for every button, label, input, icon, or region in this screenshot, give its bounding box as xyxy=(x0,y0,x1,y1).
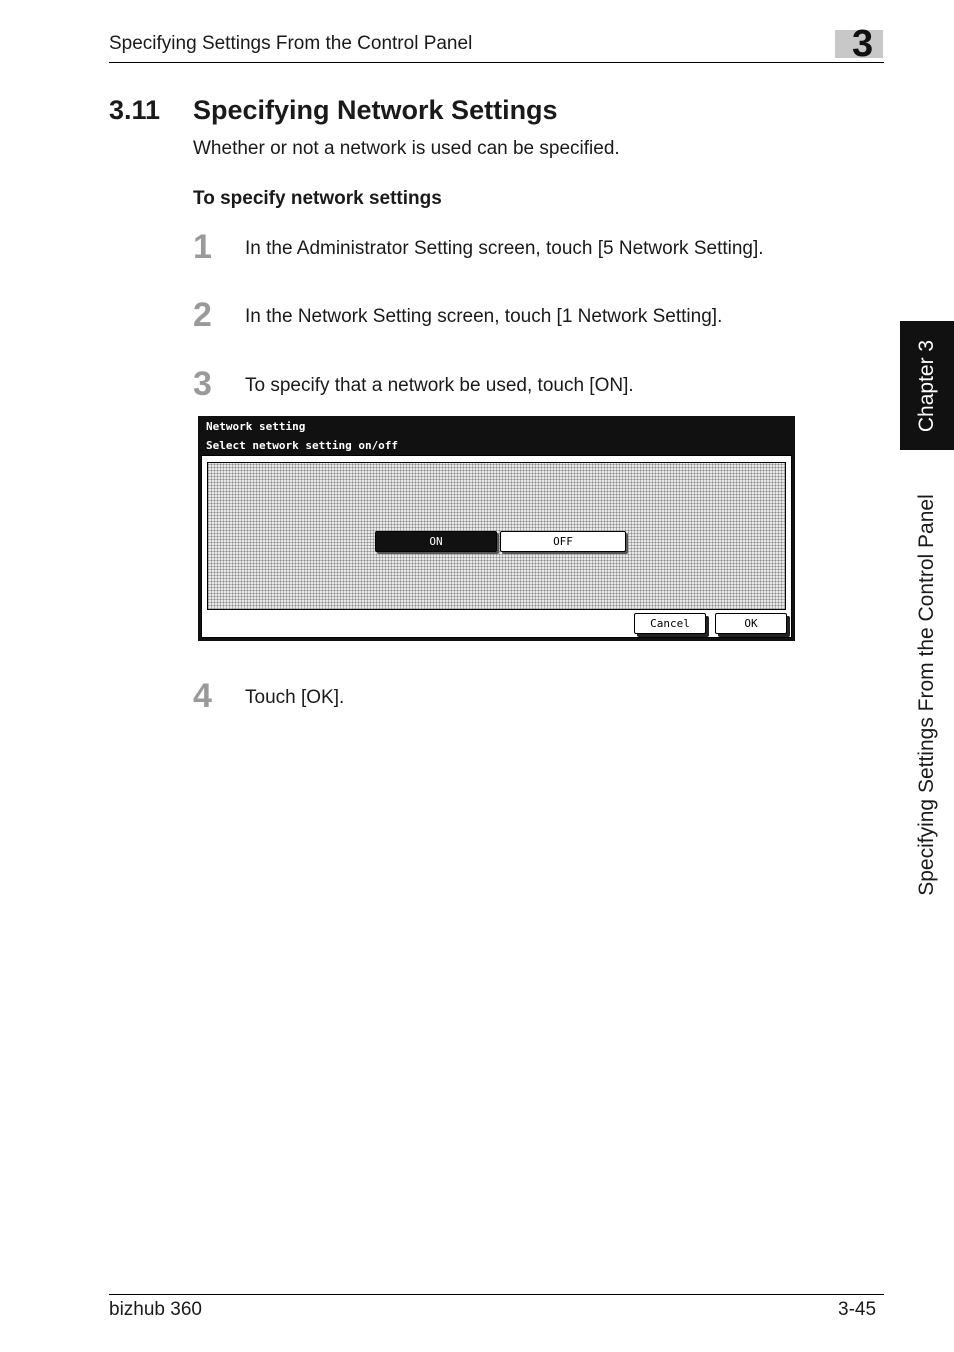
chapter-number: 3 xyxy=(852,23,874,65)
step-text-1: In the Administrator Setting screen, touch [5 Network Setting]. xyxy=(245,238,764,259)
ok-button[interactable]: OK xyxy=(715,613,787,634)
screen-instruction: Select network setting on/off xyxy=(206,439,399,452)
chapter-tab-text: Chapter 3 xyxy=(915,339,939,432)
off-button[interactable]: OFF xyxy=(500,531,626,552)
cancel-button[interactable]: Cancel xyxy=(634,613,706,634)
running-header: Specifying Settings From the Control Panel xyxy=(109,33,473,54)
step-number-1: 1 xyxy=(193,228,212,266)
screen-title: Network setting xyxy=(206,420,306,433)
side-title xyxy=(900,470,954,920)
header-rule xyxy=(109,62,884,63)
section-intro: Whether or not a network is used can be specified. xyxy=(193,138,620,159)
screen-body xyxy=(201,455,792,638)
on-button[interactable]: ON xyxy=(375,531,497,552)
footer-product: bizhub 360 xyxy=(109,1299,202,1320)
step-text-3: To specify that a network be used, touch [ON]. xyxy=(245,375,634,396)
step-number-4: 4 xyxy=(193,677,212,715)
page-number: 3-45 xyxy=(838,1299,877,1320)
step-text-4: Touch [OK]. xyxy=(245,687,345,708)
step-number-3: 3 xyxy=(193,365,212,403)
side-title-text: Specifying Settings From the Control Panel xyxy=(915,494,939,896)
procedure-heading: To specify network settings xyxy=(193,188,442,209)
chapter-tab-label xyxy=(900,321,954,450)
section-title: Specifying Network Settings xyxy=(193,95,558,125)
section-number: 3.11 xyxy=(109,95,161,125)
network-setting-screen xyxy=(198,416,795,641)
step-number-2: 2 xyxy=(193,296,212,334)
step-text-2: In the Network Setting screen, touch [1 Network Setting]. xyxy=(245,306,723,327)
footer-rule xyxy=(109,1294,884,1295)
